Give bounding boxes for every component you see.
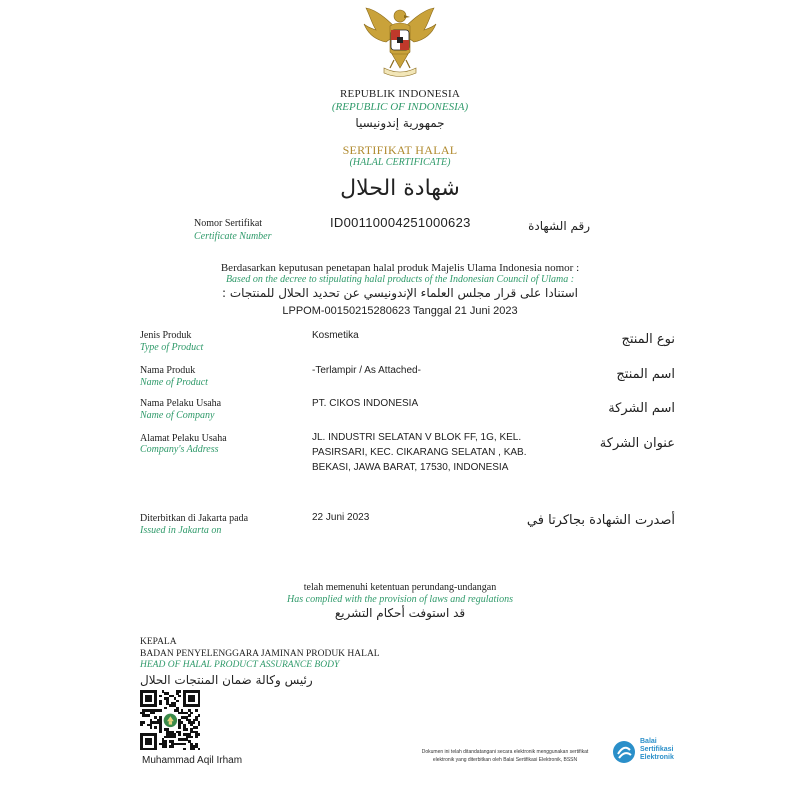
country-name-ar: جمهورية إندونيسيا [355, 116, 445, 130]
qr-module [178, 690, 181, 693]
certificate-number-label: Nomor Sertifikat [194, 218, 263, 229]
company-address-line-2: PASIRSARI, KEC. CIKARANG SELATAN , KAB. [312, 447, 527, 458]
qr-module [159, 731, 162, 734]
company-name-label: Nama Pelaku Usaha [140, 398, 222, 409]
qr-module [159, 702, 162, 705]
signatory-title-ar: رئيس وكالة ضمان المنتجات الحلال [140, 673, 313, 687]
qr-module [198, 714, 201, 717]
qr-module [159, 695, 162, 698]
qr-module [183, 748, 186, 751]
qr-module [176, 700, 179, 703]
product-type-label-en: Type of Product [140, 342, 204, 353]
qr-module [164, 707, 167, 710]
signatory-title-2: BADAN PENYELENGGARA JAMINAN PRODUK HALAL [140, 649, 380, 659]
qr-module [154, 748, 157, 751]
qr-module [152, 712, 155, 715]
qr-module [154, 726, 157, 729]
bsre-line-2: Sertifikasi [640, 746, 674, 753]
company-address-label-en: Company's Address [140, 444, 219, 455]
certificate-title-ar: شهادة الحلال [340, 176, 460, 201]
qr-module [154, 704, 157, 707]
certificate-details [140, 330, 680, 480]
signatory-title-1: KEPALA [140, 637, 177, 647]
compliance-text-id: telah memenuhi ketentuan perundang-undangan [303, 582, 497, 593]
issued-date-value: 22 Juni 2023 [312, 512, 370, 523]
product-type-label-ar: نوع المنتج [621, 332, 675, 347]
esign-note-1: Dokumen ini telah ditandatangani secara elektronik menggunakan sertifikat [421, 749, 589, 755]
qr-module [183, 743, 186, 746]
company-name-value: PT. CIKOS INDONESIA [312, 398, 419, 409]
product-name-label-en: Name of Product [140, 377, 208, 388]
bsre-line-1: Balai [640, 738, 657, 745]
qr-module [198, 748, 201, 751]
certificate-title-id: SERTIFIKAT HALAL [342, 143, 458, 157]
qr-module [142, 721, 145, 724]
compliance-text-ar: قد استوفت أحكام التشريع [334, 606, 466, 620]
signatory-title-en: HEAD OF HALAL PRODUCT ASSURANCE BODY [140, 660, 340, 670]
product-name-label: Nama Produk [140, 365, 196, 376]
product-name-label-ar: اسم المنتج [616, 367, 675, 382]
compliance-text-en: Has complied with the provision of laws and regulations [287, 594, 513, 605]
company-address-label-ar: عنوان الشركة [599, 436, 675, 451]
decree-text-id: Berdasarkan keputusan penetapan halal produk Majelis Ulama Indonesia nomor : [220, 262, 580, 274]
garuda-emblem-icon [360, 2, 440, 80]
qr-module [178, 695, 181, 698]
qr-module [164, 745, 167, 748]
qr-module [198, 733, 201, 736]
company-name-label-ar: اسم الشركة [608, 401, 675, 416]
qr-module [195, 709, 198, 712]
qr-module [190, 736, 193, 739]
certificate-number-label-ar: رقم الشهادة [528, 219, 590, 233]
country-name-en: (REPUBLIC OF INDONESIA) [331, 101, 469, 113]
issued-label: Diterbitkan di Jakarta pada [140, 513, 249, 524]
decree-reference: LPPOM-00150215280623 Tanggal 21 Juni 2023 [282, 305, 518, 317]
qr-module [193, 721, 196, 724]
certificate-number-value: ID00110004251000623 [330, 215, 471, 230]
qr-module [195, 726, 198, 729]
country-name-id: REPUBLIK INDONESIA [339, 88, 460, 100]
qr-module [186, 728, 189, 731]
qr-module [195, 736, 198, 739]
qr-module [140, 724, 143, 727]
qr-module [178, 733, 181, 736]
qr-module [193, 700, 196, 703]
issued-label-en: Issued in Jakarta on [140, 525, 222, 536]
qr-module [150, 743, 153, 746]
bsre-line-3: Elektronik [640, 754, 674, 761]
qr-module [150, 726, 153, 729]
signatory-name: Muhammad Aqil Irham [142, 755, 243, 766]
qr-center-emblem-icon [162, 712, 179, 729]
issued-label-ar: أصدرت الشهادة بجاكرتا في [526, 513, 675, 528]
qr-module [147, 714, 150, 717]
qr-module [174, 736, 177, 739]
decree-text-en: Based on the decree to stipulating halal products of the Indonesian Council of Ulama : [225, 274, 575, 285]
esign-note-2: elektronik yang diterbitkan oleh Balai Sertifikasi Elektronik, BSSN [432, 757, 578, 763]
certificate-title-en: (HALAL CERTIFICATE) [349, 157, 451, 168]
decree-text-ar: استنادا على قرار مجلس العلماء الإندونيسي عن تحديد الحلال للمنتجات : [222, 286, 578, 300]
qr-module [190, 712, 193, 715]
company-name-label-en: Name of Company [140, 410, 215, 421]
qr-module [178, 726, 181, 729]
company-address-line-1: JL. INDUSTRI SELATAN V BLOK FF, 1G, KEL. [312, 432, 522, 443]
qr-code-icon [140, 690, 200, 750]
qr-module [193, 748, 196, 751]
bsre-logo-text [640, 738, 674, 762]
product-name-value: -Terlampir / As Attached- [312, 365, 421, 376]
qr-module [188, 714, 191, 717]
certificate-number-label-en: Certificate Number [194, 231, 272, 242]
company-address-line-3: BEKASI, JAWA BARAT, 17530, INDONESIA [312, 462, 509, 473]
qr-module [198, 704, 201, 707]
product-type-label: Jenis Produk [140, 330, 192, 341]
company-address-label: Alamat Pelaku Usaha [140, 433, 227, 444]
qr-module [198, 724, 201, 727]
product-type-value: Kosmetika [312, 330, 359, 341]
qr-module [150, 700, 153, 703]
bsre-logo-icon [612, 740, 636, 764]
qr-module [171, 745, 174, 748]
